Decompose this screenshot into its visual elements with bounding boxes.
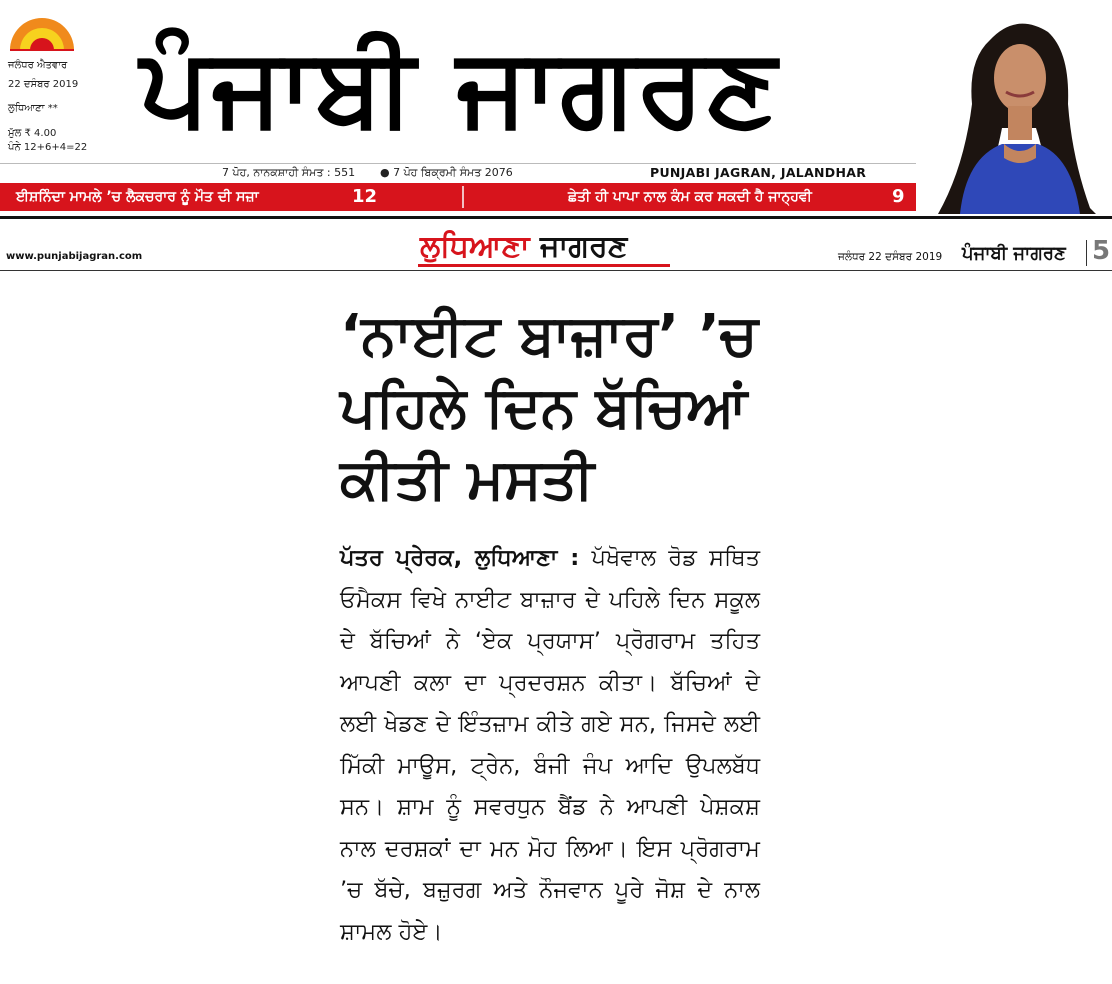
article-body [340, 538, 760, 953]
section-title-city: ਲੁਧਿਆਣਾ [420, 229, 530, 264]
teaser-right-link[interactable]: ਛੇਤੀ ਹੀ ਪਾਪਾ ਨਾਲ ਕੰਮ ਕਰ ਸਕਦੀ ਹੈ ਜਾਨ੍ਹਵੀ [568, 189, 812, 205]
brand-city: PUNJABI JAGRAN, JALANDHAR [650, 165, 867, 180]
masthead-dateline: ਜਲੰਧਰ ਐਤਵਾਰ [8, 60, 68, 71]
masthead-date: 22 ਦਸੰਬਰ 2019 [8, 79, 79, 90]
article-byline: ਪੱਤਰ ਪ੍ਰੇਰਕ, ਲੁਧਿਆਣਾ : [340, 545, 580, 571]
teaser-right-page: 9 [892, 186, 905, 207]
teaser-divider [462, 186, 464, 208]
section-title [420, 229, 627, 264]
page-header-rule [0, 270, 1112, 271]
bikrami-samvat: ● 7 ਪੋਹ ਬਿਕ੍ਰਮੀ ਸੰਮਤ 2076 [380, 166, 513, 179]
page-number: 5 [1092, 236, 1111, 266]
page-number-divider [1086, 240, 1087, 266]
page-url: www.punjabijagran.com [6, 251, 143, 262]
masthead-price: ਮੁੱਲ ₹ 4.00 [8, 128, 57, 139]
nanakshahi-samvat: 7 ਪੋਹ, ਨਾਨਕਸ਼ਾਹੀ ਸੰਮਤ : 551 [222, 166, 356, 179]
article-text: ਪੱਖੋਵਾਲ ਰੋਡ ਸਥਿਤ ਓਮੈਕਸ ਵਿਖੇ ਨਾਈਟ ਬਾਜ਼ਾਰ ਦੇ ਪਹਿਲੇ ਦਿਨ ਸਕੂਲ ਦੇ ਬੱਚਿਆਂ ਨੇ ‘ਏਕ ਪ੍ਰਯਾਸ’ ਪ੍ਰੋਗਰਾਮ ਤਹਿਤ ਆਪਣੀ ਕਲਾ ਦਾ ਪ੍ਰਦਰਸ਼ਨ ਕੀਤਾ। ਬੱਚਿਆਂ ਦੇ ਲਈ ਖੇਡਣ ਦੇ ਇੰਤਜ਼ਾਮ ਕੀਤੇ ਗਏ ਸਨ, ਜਿਸਦੇ ਲਈ ਮਿੱਕੀ ਮਾਊਸ, ਟ੍ਰੇਨ, ਬੰਜੀ ਜੰਪ ਆਦਿ ਉਪਲਬੱਧ ਸਨ। ਸ਼ਾਮ ਨੂੰ ਸਵਰਧੁਨ ਬੈਂਡ ਨੇ ਆਪਣੀ ਪੇਸ਼ਕਸ਼ ਨਾਲ ਦਰਸ਼ਕਾਂ ਦਾ ਮਨ ਮੋਹ ਲਿਆ। ਇਸ ਪ੍ਰੋਗਰਾਮ ’ਚ ਬੱਚੇ, ਬਜ਼ੁਰਗ ਅਤੇ ਨੌਜਵਾਨ ਪੂਰੇ ਜੋਸ਼ ਦੇ ਨਾਲ ਸ਼ਾਮਲ ਹੋਏ। [340, 545, 761, 945]
masthead-edition: ਲੁਧਿਆਣਾ ** [8, 103, 58, 114]
newspaper-logo-icon [6, 14, 78, 52]
section-title-jagran: ਜਾਗਰਣ [540, 229, 628, 264]
section-underline [418, 264, 670, 267]
teaser-left-page: 12 [352, 186, 378, 207]
celebrity-photo [920, 8, 1108, 214]
teaser-left-link[interactable]: ਈਸ਼ਨਿੰਦਾ ਮਾਮਲੇ ’ਚ ਲੈਕਚਰਾਰ ਨੂੰ ਮੌਤ ਦੀ ਸਜ਼ਾ [16, 189, 259, 205]
masthead-title: ਪੰਜਾਬੀ ਜਾਗਰਣ [140, 25, 779, 150]
masthead-pages: ਪੰਨੇ 12+6+4=22 [8, 142, 88, 153]
masthead-rule [0, 216, 1112, 219]
page-brand: ਪੰਜਾਬੀ ਜਾਗਰਣ [962, 243, 1066, 264]
page-date: ਜਲੰਧਰ 22 ਦਸੰਬਰ 2019 [838, 251, 943, 263]
article-headline: ‘ਨਾਈਟ ਬਾਜ਼ਾਰ’ ’ਚ ਪਹਿਲੇ ਦਿਨ ਬੱਚਿਆਂ ਕੀਤੀ ਮਸਤੀ [340, 303, 758, 512]
